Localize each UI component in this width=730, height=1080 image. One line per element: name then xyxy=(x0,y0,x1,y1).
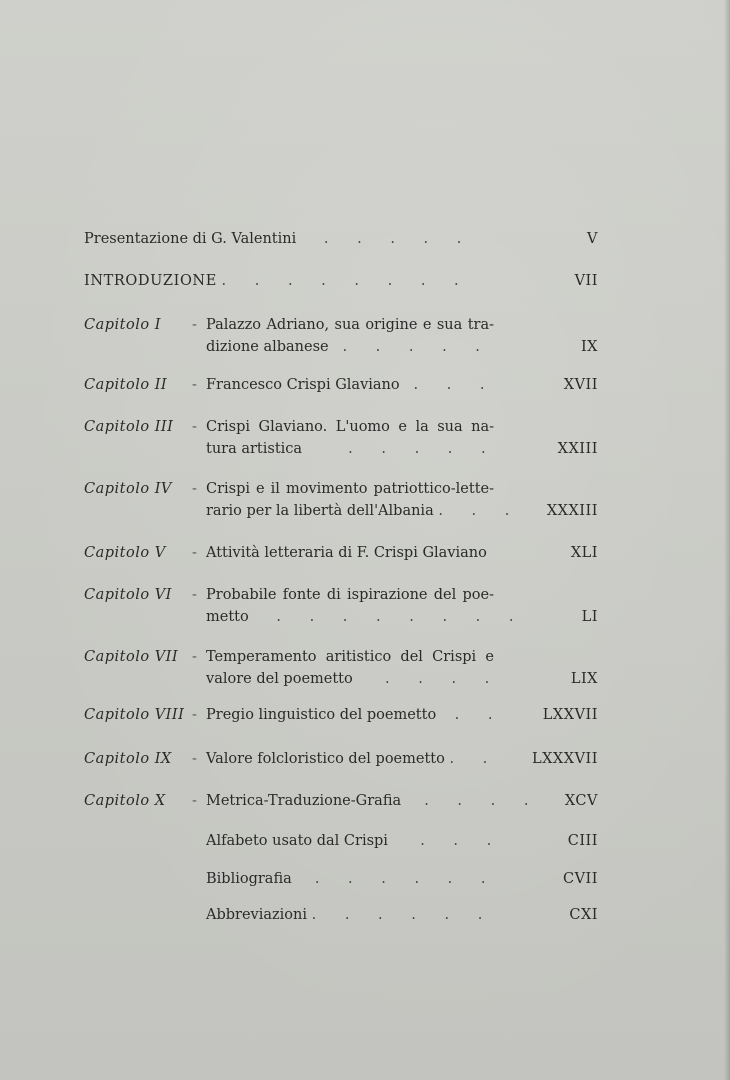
dot-leader: . . . . . . . . xyxy=(276,609,526,625)
dot-leader: . . . . . . . . xyxy=(221,273,471,289)
separator-dash: - xyxy=(192,707,197,723)
separator-dash: - xyxy=(192,751,197,767)
toc-page-number: XCV xyxy=(564,793,598,809)
toc-entry-title: Alfabeto usato dal Crispi . . . xyxy=(206,833,504,849)
toc-page-number: XVII xyxy=(563,377,598,393)
separator-dash: - xyxy=(192,649,197,665)
toc-page-number: IX xyxy=(580,339,598,355)
separator-dash: - xyxy=(192,377,197,393)
toc-entry-title: Valore folcloristico del poemetto . . xyxy=(206,751,500,767)
toc-page-number: LXXVII xyxy=(542,707,598,723)
dot-leader: . . . xyxy=(438,503,522,519)
toc-page-number: CXI xyxy=(569,907,598,923)
separator-dash: - xyxy=(192,419,197,435)
dot-leader: . . . . . xyxy=(342,339,492,355)
chapter-label: Capitolo VI xyxy=(84,587,172,603)
chapter-label: Capitolo V xyxy=(84,545,166,561)
separator-dash: - xyxy=(192,481,197,497)
toc-entry-title: Probabile fonte di ispirazione del poe- metto . . . . . . . . xyxy=(206,587,526,625)
toc-page-number: LI xyxy=(581,609,598,625)
toc-page-number: XXXIII xyxy=(546,503,598,519)
dot-leader: . . . . . xyxy=(323,231,474,247)
separator-dash: - xyxy=(192,317,197,333)
toc-page-number: XXIII xyxy=(557,441,598,457)
chapter-label: Capitolo II xyxy=(84,377,168,393)
chapter-label: Capitolo X xyxy=(84,793,166,809)
toc-page-number: CIII xyxy=(567,833,598,849)
toc-entry-title: Metrica-Traduzione-Grafia . . . . xyxy=(206,793,541,809)
dot-leader: . . . . xyxy=(385,671,502,687)
separator-dash: - xyxy=(192,587,197,603)
dot-leader: . . . xyxy=(413,377,497,393)
dot-leader: . . . . . . xyxy=(311,907,495,923)
toc-entry-title: Presentazione di G. Valentini . . . . . xyxy=(84,231,474,247)
toc-entry-title: Crispi Glaviano. L'uomo e la sua na- tura artistica . . . . . xyxy=(206,419,498,457)
separator-dash: - xyxy=(192,793,197,809)
dot-leader: . . xyxy=(449,751,500,767)
dot-leader: . . . . . xyxy=(348,441,498,457)
toc-page-number: LIX xyxy=(570,671,598,687)
chapter-label: Capitolo VII xyxy=(84,649,179,665)
toc-page-number: V xyxy=(587,231,598,247)
toc-entry-title: Temperamento aritistico del Crispi e valore del poemetto . . . . xyxy=(206,649,502,687)
chapter-label: Capitolo VIII xyxy=(84,707,185,723)
toc-entry-title: Pregio linguistico del poemetto . . xyxy=(206,707,505,723)
toc-entry-title: Palazzo Adriano, sua origine e sua tra- dizione albanese . . . . . xyxy=(206,317,494,355)
separator-dash: - xyxy=(192,545,197,561)
dot-leader: . . . xyxy=(420,833,504,849)
toc-page-number: LXXXVII xyxy=(531,751,598,767)
toc-page-number: VII xyxy=(574,273,598,289)
toc-entry-title: Francesco Crispi Glaviano . . . xyxy=(206,377,497,393)
toc-page-number: CVII xyxy=(562,871,598,887)
toc-page-number: XLI xyxy=(570,545,598,561)
toc-entry-title: Abbreviazioni . . . . . . xyxy=(206,907,495,923)
toc-entry-title: Attività letteraria di F. Crispi Glaviano xyxy=(206,545,487,561)
chapter-label: Capitolo I xyxy=(84,317,161,333)
dot-leader: . . . . xyxy=(424,793,541,809)
toc-entry-title: Crispi e il movimento patriottico-lette- rario per la libertà dell'Albania . . . xyxy=(206,481,522,519)
toc-entry-title: INTRODUZIONE . . . . . . . . xyxy=(84,273,471,289)
chapter-label: Capitolo IX xyxy=(84,751,172,767)
toc-entry-title: Bibliografia . . . . . . xyxy=(206,871,498,887)
chapter-label: Capitolo III xyxy=(84,419,174,435)
dot-leader: . . . . . . xyxy=(314,871,498,887)
page-edge-shadow xyxy=(724,0,730,1080)
chapter-label: Capitolo IV xyxy=(84,481,172,497)
dot-leader: . . xyxy=(454,707,505,723)
